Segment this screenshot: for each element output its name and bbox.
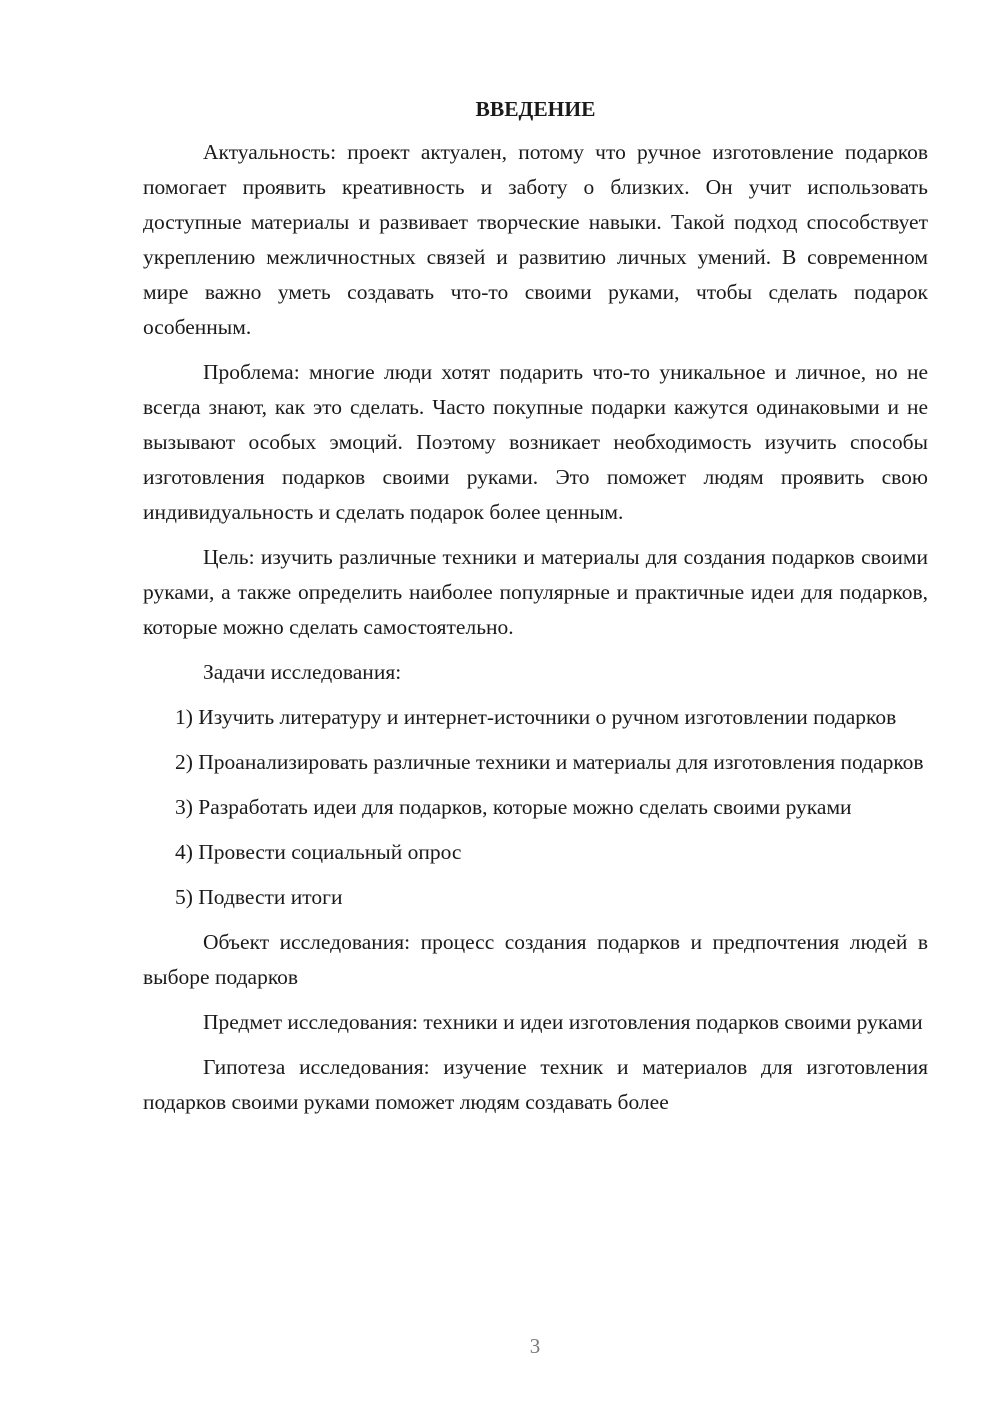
paragraph-goal: Цель: изучить различные техники и материалы для создания подарков своими руками, а также определить наиболее популярные и практичные идеи для подарков, которые можно сделать самостоятельно. (143, 545, 928, 639)
page-title: ВВЕДЕНИЕ (475, 97, 596, 121)
document-page (143, 92, 928, 1130)
paragraph-problem: Проблема: многие люди хотят подарить что-то уникальное и личное, но не всегда знают, как это сделать. Часто покупные подарки кажутся одинаковыми и не вызывают особых эмоций. Поэтому возникает необходимость изучить способы изготовления подарков своими руками. Это поможет людям проявить свою индивидуальность и сделать подарок более ценным. (143, 360, 928, 524)
paragraph-object: Объект исследования: процесс создания подарков и предпочтения людей в выборе подарков (143, 930, 928, 989)
task-item-5: 5) Подвести итоги (175, 885, 343, 909)
task-item-1: 1) Изучить литературу и интернет-источники о ручном изготовлении подарков (175, 705, 897, 729)
task-item-4: 4) Провести социальный опрос (175, 840, 462, 864)
paragraph-subject: Предмет исследования: техники и идеи изготовления подарков своими руками (203, 1010, 923, 1034)
task-item-2: 2) Проанализировать различные техники и материалы для изготовления подарков (175, 750, 924, 774)
page-number: 3 (529, 1334, 541, 1358)
tasks-heading: Задачи исследования: (203, 660, 402, 684)
paragraph-hypothesis: Гипотеза исследования: изучение техник и материалов для изготовления подарков своими руками поможет людям создавать более (143, 1055, 928, 1114)
task-item-3: 3) Разработать идеи для подарков, которые можно сделать своими руками (175, 795, 852, 819)
paragraph-relevance: Актуальность: проект актуален, потому что ручное изготовление подарков помогает проявить креативность и заботу о близких. Он учит использовать доступные материалы и развивает творческие навыки. Такой подход способствует укреплению межличностных связей и развитию личных умений. В современном мире важно уметь создавать что-то своими руками, чтобы сделать подарок особенным. (143, 140, 928, 339)
